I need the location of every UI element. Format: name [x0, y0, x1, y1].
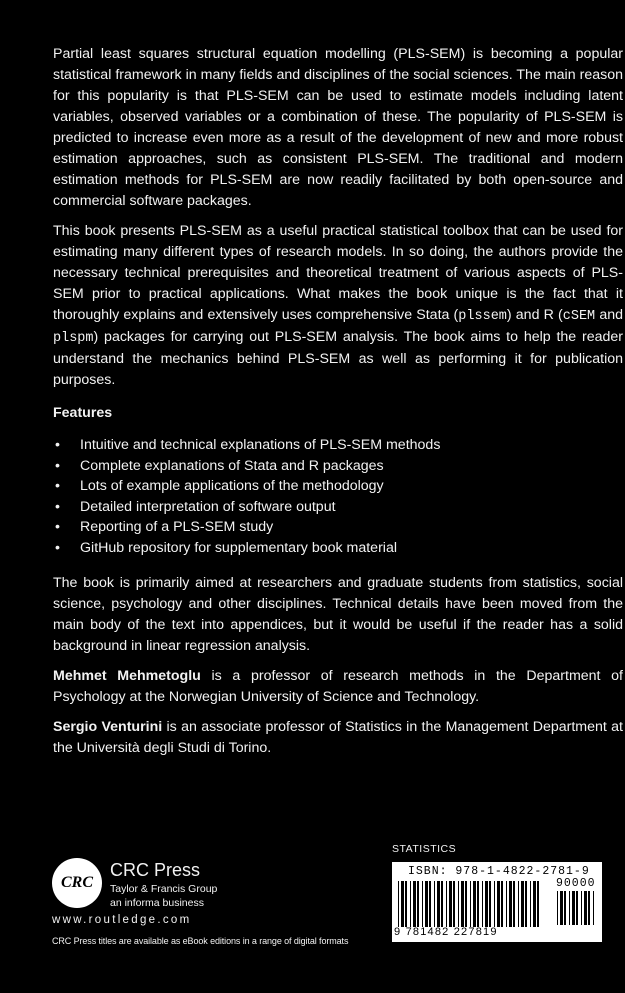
feature-text: GitHub repository for supplementary book material [80, 539, 397, 556]
intro-paragraph-2 [53, 221, 623, 391]
barcode-bar [560, 891, 563, 925]
price-barcode-bars [555, 891, 597, 925]
audience-paragraph: The book is primarily aimed at researchers and graduate students from statistics, social science, psychology and other disciplines. Technical details have been moved from the main body of the text into appendices, but it would be useful if the reader has a solid background in linear regression analysis. [53, 574, 623, 654]
barcode-bar [461, 881, 464, 927]
feature-text: Detailed interpretation of software output [80, 498, 336, 515]
barcode-bar [588, 891, 590, 925]
feature-item [53, 456, 623, 477]
barcode-bar [530, 881, 531, 927]
barcode-bar [398, 881, 399, 927]
feature-item [53, 435, 623, 456]
barcode-bar [494, 881, 495, 927]
bullet: • [55, 498, 60, 515]
barcode-bar [576, 891, 578, 925]
barcode-bar [513, 881, 515, 927]
ebook-note: CRC Press titles are available as eBook editions in a range of digital formats [52, 936, 349, 946]
barcode-bar [434, 881, 435, 927]
feature-item [53, 538, 623, 559]
package-csem: cSEM [562, 309, 596, 324]
intro-paragraph-1: Partial least squares structural equation modelling (PLS-SEM) is becoming a popular statistical framework in many fields and disciplines of the social sciences. The main reason for this popularity is that PLS-SEM can be used to estimate models including latent variables, observed variables or a combination of these. The popularity of PLS-SEM is predicted to increase even more as a result of the development of new and more robust estimation approaches, such as consistent PLS-SEM. The traditional and modern estimation methods for PLS-SEM are now readily facilitated by both open-source and commercial software packages. [53, 46, 623, 209]
barcode-bar [441, 881, 443, 927]
barcode-bar [569, 891, 570, 925]
crc-press-logo: CRC [52, 858, 102, 908]
feature-item [53, 497, 623, 518]
barcode-bar [593, 891, 594, 925]
publisher-website: www.routledge.com [52, 914, 192, 926]
bullet: • [55, 478, 60, 495]
category-label: STATISTICS [392, 843, 457, 855]
feature-text: Complete explanations of Stata and R packages [80, 457, 384, 474]
bullet: • [55, 539, 60, 556]
author-bio-text: is a professor of research methods in the Department of Psychology at the Norwegian University of Science and Technology. [53, 667, 623, 705]
barcode-bar [413, 881, 416, 927]
author-name: Mehmet Mehmetoglu [53, 667, 201, 684]
features-list [53, 435, 623, 559]
bullet: • [55, 457, 60, 474]
author-bio-2 [53, 717, 623, 759]
barcode-bar [584, 891, 587, 925]
features-heading: Features [53, 405, 113, 421]
barcode-digits: 9 781482 227819 [394, 926, 498, 938]
package-plssem: plssem [458, 309, 507, 324]
package-plspm: plspm [53, 331, 94, 346]
barcode-bar [501, 881, 503, 927]
barcode-bar [533, 881, 536, 927]
intro-text-a: This book presents PLS-SEM as a useful practical statistical toolbox that can be used for estimating many different types of research models. In so doing, the authors provide the necessary technical prerequisites and theoretical treatment of various aspects of PLS-SEM prior to practical applications. What makes the book unique is the fact that it thoroughly explains and extensively uses comprehensive Stata ( [53, 223, 623, 323]
barcode-bar [401, 881, 404, 927]
barcode-bar [572, 891, 575, 925]
barcode-bar [429, 881, 431, 927]
barcode-bar [477, 881, 479, 927]
barcode-bar [470, 881, 471, 927]
barcode-bar [518, 881, 519, 927]
barcode-bar [422, 881, 423, 927]
back-cover-text [53, 44, 623, 768]
barcode-bar [465, 881, 467, 927]
barcode-bar [525, 881, 527, 927]
barcode-bar [405, 881, 407, 927]
barcode-bar [557, 891, 558, 925]
isbn-barcode [392, 862, 602, 942]
feature-item [53, 517, 623, 538]
barcode-bar [581, 891, 582, 925]
barcode-bar [453, 881, 455, 927]
bullet: • [55, 437, 60, 453]
barcode-bar [509, 881, 512, 927]
intro-text-c: and [595, 307, 623, 323]
barcode-bar [410, 881, 411, 927]
bullet: • [55, 519, 60, 536]
barcode-bar [458, 881, 459, 927]
barcode-bar [537, 881, 539, 927]
author-bio-text: is an associate professor of Statistics in the Management Department at the Università degli Studi di Torino. [53, 718, 624, 756]
price-code: 90000 [556, 877, 596, 890]
barcode-bar [489, 881, 491, 927]
barcode-bar [506, 881, 507, 927]
feature-text: Reporting of a PLS-SEM study [80, 519, 274, 536]
barcode-bar [473, 881, 476, 927]
barcode-bar [449, 881, 452, 927]
barcode-bar [485, 881, 488, 927]
publisher-informa: an informa business [110, 897, 204, 909]
author-name: Sergio Venturini [53, 718, 163, 735]
barcode-bar [417, 881, 419, 927]
barcode-bar [446, 881, 447, 927]
barcode-bar [425, 881, 428, 927]
barcode-bar [497, 881, 500, 927]
publisher-group: Taylor & Francis Group [110, 883, 218, 895]
isbn-text: ISBN: 978-1-4822-2781-9 [408, 865, 590, 878]
intro-text-d: ) packages for carrying out PLS-SEM analysis. The book aims to help the reader understand the mechanics behind PLS-SEM as well as performing it for publication purposes. [53, 329, 623, 388]
feature-text: Intuitive and technical explanations of PLS-SEM methods [80, 437, 441, 453]
author-bio-1 [53, 666, 623, 708]
publisher-name: CRC Press [110, 860, 201, 880]
barcode-bar [521, 881, 524, 927]
barcode-bar [437, 881, 440, 927]
barcode-bar [564, 891, 566, 925]
intro-text-b: ) and R ( [506, 307, 563, 323]
feature-item [53, 476, 623, 497]
barcode-bars [396, 881, 546, 927]
barcode-bar [482, 881, 483, 927]
feature-text: Lots of example applications of the methodology [80, 478, 384, 495]
